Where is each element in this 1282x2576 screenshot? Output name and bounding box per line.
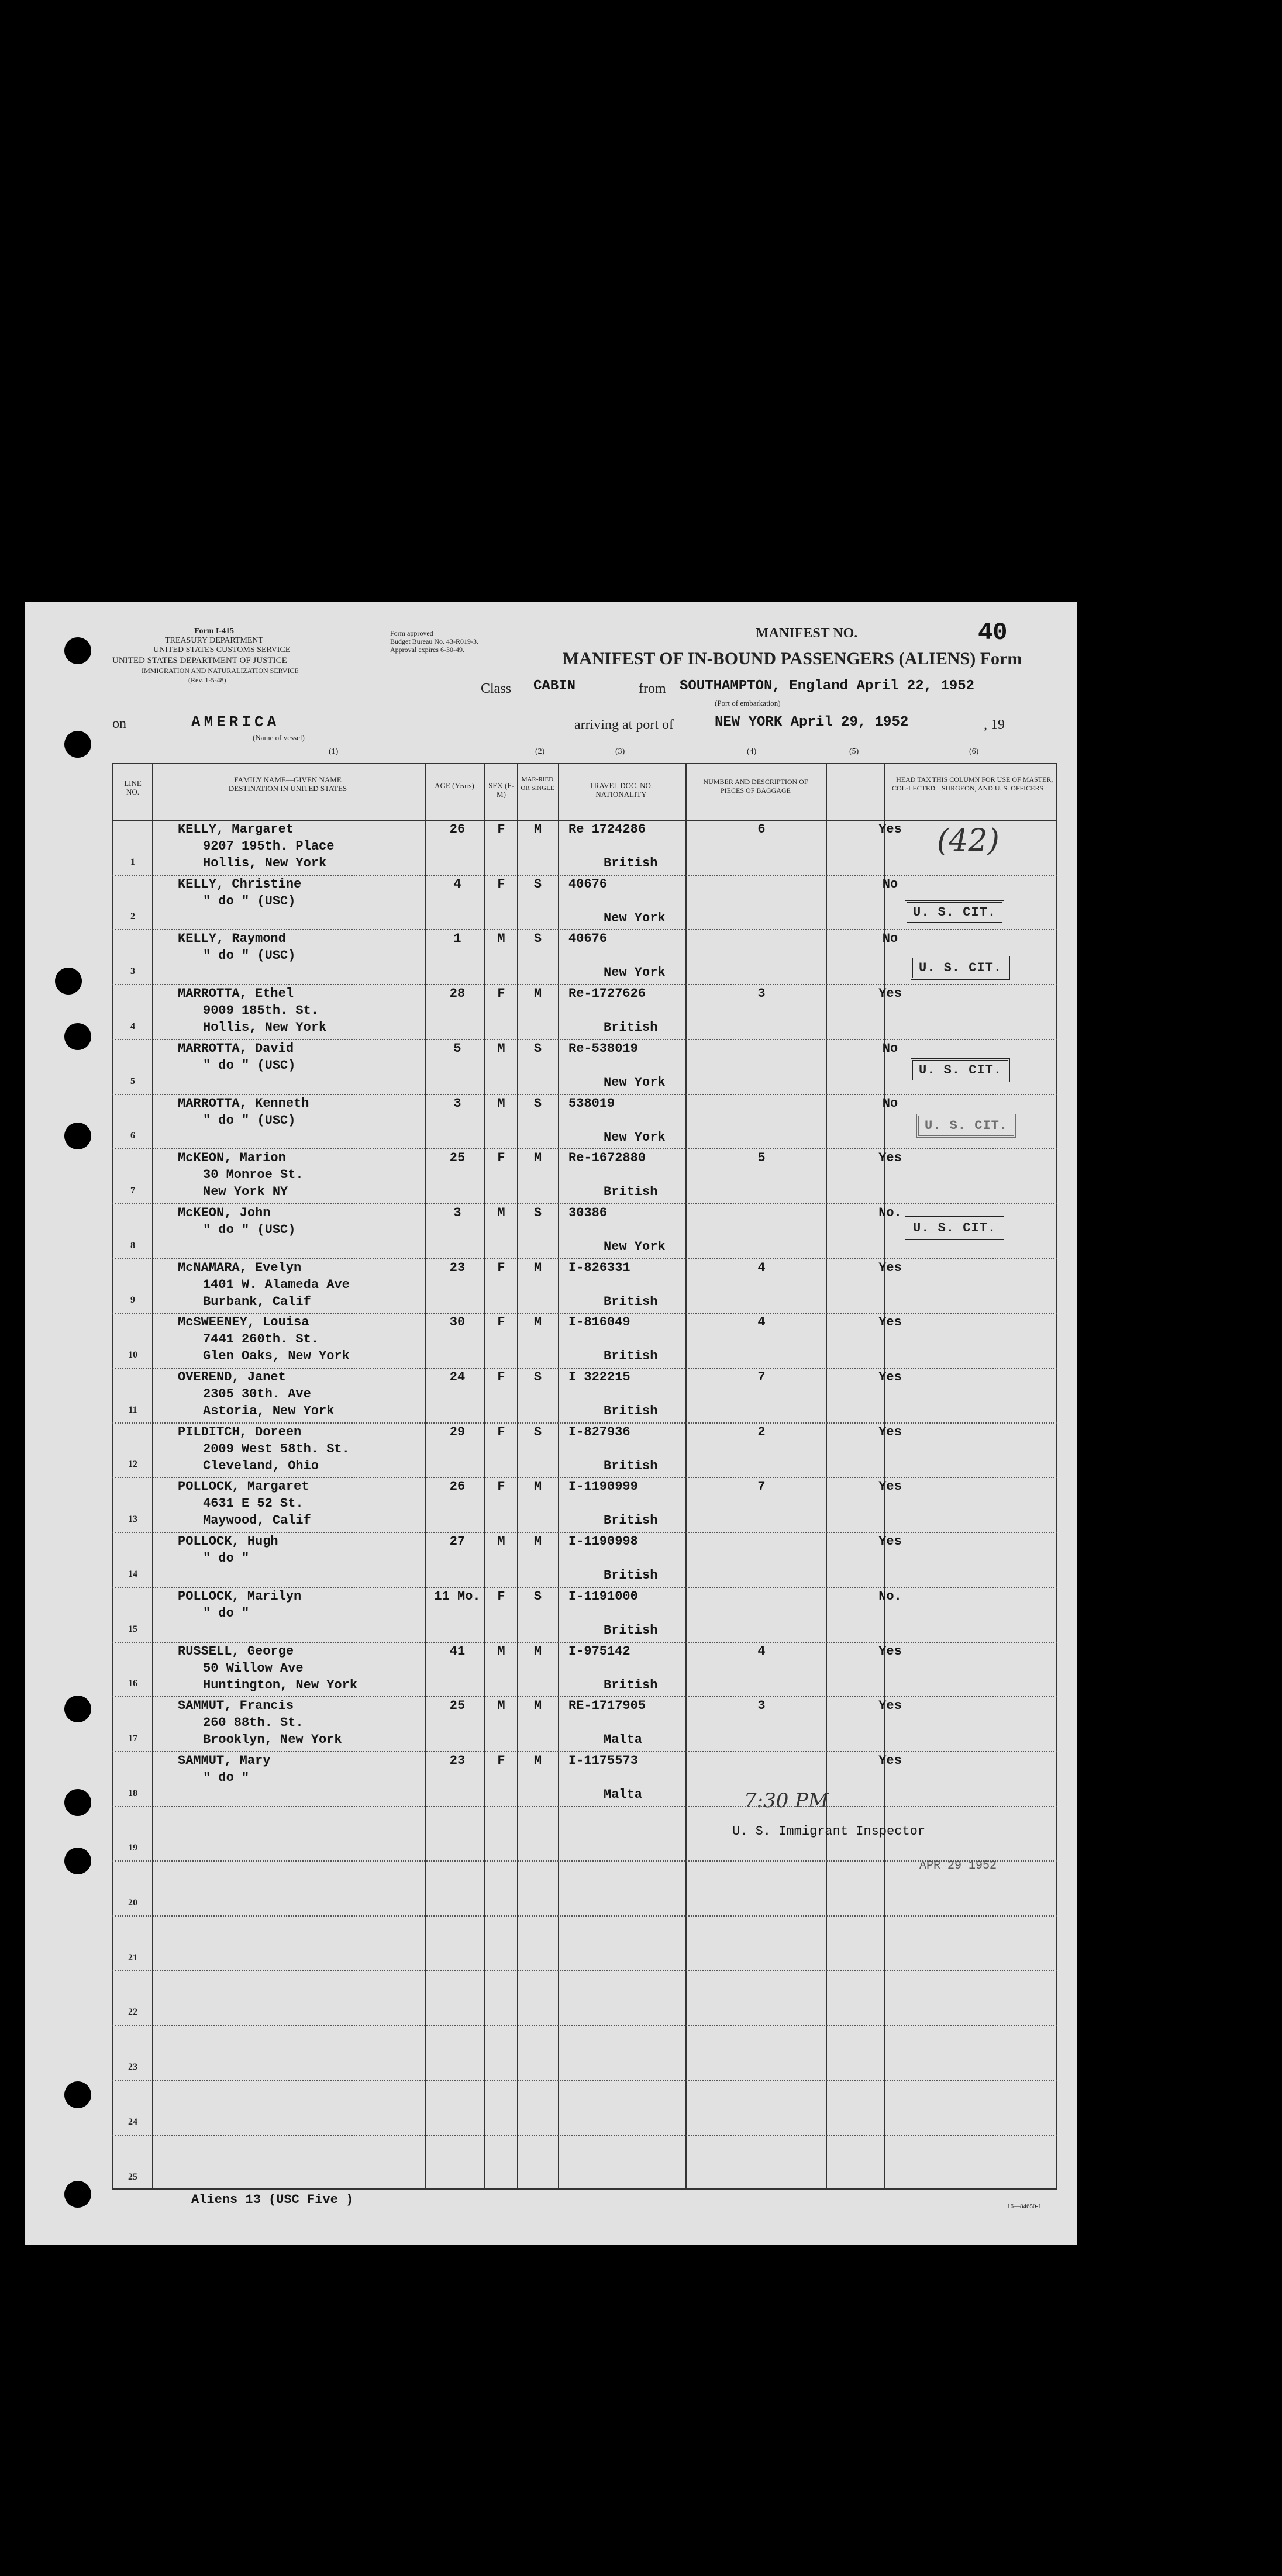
age-cell: 25: [449, 1151, 466, 1166]
us-citizen-stamp: U. S. CIT.: [905, 900, 1004, 924]
marital-cell: M: [533, 1643, 542, 1659]
binder-hole: [64, 1023, 91, 1050]
manifest-label: MANIFEST NO.: [756, 626, 858, 641]
col-number: (3): [615, 747, 625, 756]
us-citizen-stamp: U. S. CIT.: [905, 1216, 1004, 1240]
age-cell: 25: [449, 1698, 466, 1714]
line-number: 24: [128, 2116, 137, 2127]
destination-line1: 30 Monroe St.: [203, 1168, 304, 1183]
header-sex: SEX (F-M): [488, 781, 514, 799]
destination-line1: " do " (USC): [203, 1058, 296, 1073]
age-cell: 3: [453, 1096, 461, 1111]
baggage-cell: 7: [757, 1370, 766, 1384]
travel-doc-cell: I-1190998: [568, 1534, 638, 1549]
on-label: on: [112, 716, 126, 731]
passenger-name: McKEON, John: [178, 1205, 271, 1220]
form-number: Form I-415: [194, 627, 235, 636]
line-number: 5: [130, 1076, 135, 1086]
header-travel: TRAVEL DOC. NO. NATIONALITY: [589, 781, 653, 799]
head-tax-cell: No: [882, 876, 898, 892]
age-cell: 24: [449, 1370, 466, 1384]
marital-cell: M: [533, 822, 542, 837]
col-number: (5): [849, 747, 859, 756]
destination-line2: New York NY: [203, 1185, 288, 1200]
line-number: 10: [128, 1350, 137, 1360]
passenger-name: McKEON, Marion: [178, 1151, 286, 1166]
age-cell: 23: [449, 1753, 466, 1768]
marital-cell: M: [533, 1534, 542, 1549]
binder-hole: [64, 1789, 91, 1816]
from-label: from: [639, 681, 666, 696]
travel-doc-cell: I-1175573: [568, 1753, 638, 1768]
head-tax-cell: Yes: [878, 1479, 902, 1494]
nationality-cell: British: [604, 1020, 658, 1035]
head-tax-cell: Yes: [878, 822, 902, 837]
destination-line1: 50 Willow Ave: [203, 1660, 304, 1676]
baggage-cell: 2: [757, 1424, 766, 1439]
class-label: Class: [481, 681, 512, 696]
age-cell: 26: [449, 1479, 466, 1494]
destination-line1: 9009 185th. St.: [203, 1003, 319, 1018]
nationality-cell: British: [604, 1458, 658, 1473]
revision: (Rev. 1-5-48): [188, 676, 226, 684]
destination-line1: " do ": [203, 1770, 250, 1785]
sex-cell: M: [497, 931, 505, 947]
baggage-cell: 5: [757, 1151, 766, 1166]
line-number: 1: [130, 857, 135, 867]
destination-line2: Glen Oaks, New York: [203, 1349, 350, 1364]
passenger-name: SAMMUT, Francis: [178, 1698, 294, 1714]
destination-line1: " do ": [203, 1551, 250, 1566]
us-citizen-stamp: U. S. CIT.: [911, 956, 1010, 980]
passenger-name: MARROTTA, Ethel: [178, 986, 294, 1002]
nationality-cell: British: [604, 1677, 658, 1693]
baggage-cell: 3: [757, 1698, 766, 1714]
marital-cell: M: [533, 1753, 542, 1768]
sex-cell: F: [497, 1315, 505, 1330]
year-label: , 19: [984, 717, 1005, 733]
manifest-number: 40: [978, 619, 1008, 647]
sex-cell: M: [497, 1534, 505, 1549]
binder-hole: [64, 2081, 91, 2108]
nationality-cell: British: [604, 856, 658, 871]
head-tax-cell: Yes: [878, 1534, 902, 1549]
marital-cell: S: [533, 1589, 542, 1604]
line-number: 8: [130, 1240, 135, 1251]
manifest-title: MANIFEST OF IN-BOUND PASSENGERS (ALIENS) Form: [563, 649, 1022, 668]
head-tax-cell: Yes: [878, 1315, 902, 1330]
marital-cell: S: [533, 931, 542, 947]
line-number: 15: [128, 1624, 137, 1634]
head-tax-cell: No: [882, 1096, 898, 1111]
inspector-date: APR 29 1952: [919, 1859, 997, 1873]
age-cell: 41: [449, 1643, 466, 1659]
nationality-cell: New York: [604, 1239, 666, 1254]
age-cell: 5: [453, 1041, 461, 1056]
marital-cell: M: [533, 1315, 542, 1330]
manifest-sheet: [25, 602, 1077, 2245]
destination-line2: Huntington, New York: [203, 1677, 358, 1693]
line-number: 14: [128, 1569, 137, 1579]
line-number: 17: [128, 1733, 137, 1743]
head-tax-cell: No: [882, 1041, 898, 1056]
marital-cell: S: [533, 1424, 542, 1439]
binder-hole: [64, 1696, 91, 1722]
binder-hole: [64, 1848, 91, 1874]
handwritten-count: (42): [937, 823, 1000, 858]
age-cell: 3: [453, 1205, 461, 1220]
destination-line2: Burbank, Calif: [203, 1294, 311, 1309]
sex-cell: F: [497, 1260, 505, 1275]
line-number: 18: [128, 1788, 137, 1798]
passenger-name: POLLOCK, Margaret: [178, 1479, 309, 1494]
destination-line1: " do ": [203, 1605, 250, 1621]
form-code: 16—84650-1: [1007, 2203, 1042, 2210]
nationality-cell: British: [604, 1349, 658, 1364]
passenger-name: MARROTTA, David: [178, 1041, 294, 1056]
age-cell: 28: [449, 986, 466, 1002]
justice-dept: UNITED STATES DEPARTMENT OF JUSTICE: [112, 656, 287, 665]
destination-line1: " do " (USC): [203, 1222, 296, 1237]
marital-cell: S: [533, 1370, 542, 1384]
nationality-cell: New York: [604, 910, 666, 926]
vessel-label: (Name of vessel): [253, 733, 305, 742]
sex-cell: F: [497, 1370, 505, 1384]
passenger-name: PILDITCH, Doreen: [178, 1424, 302, 1439]
age-cell: 23: [449, 1260, 466, 1275]
destination-line1: " do " (USC): [203, 948, 296, 964]
binder-hole: [64, 2181, 91, 2208]
age-cell: 30: [449, 1315, 466, 1330]
head-tax-cell: Yes: [878, 1260, 902, 1275]
line-number: 11: [128, 1404, 137, 1415]
line-number: 21: [128, 1952, 137, 1963]
line-number: 25: [128, 2171, 137, 2182]
line-number: 20: [128, 1898, 137, 1908]
nationality-cell: New York: [604, 965, 666, 980]
age-cell: 11 Mo.: [434, 1589, 481, 1604]
destination-line1: 7441 260th. St.: [203, 1332, 319, 1347]
col-number: (4): [747, 747, 757, 756]
sex-cell: F: [497, 822, 505, 837]
head-tax-cell: Yes: [878, 986, 902, 1002]
marital-cell: S: [533, 1096, 542, 1111]
col-number: (1): [329, 747, 339, 756]
destination-line1: 2305 30th. Ave: [203, 1387, 311, 1401]
sex-cell: M: [497, 1643, 505, 1659]
baggage-cell: 6: [757, 822, 766, 837]
marital-cell: M: [533, 986, 542, 1002]
destination-line2: Astoria, New York: [203, 1404, 335, 1418]
marital-cell: S: [533, 1041, 542, 1056]
destination-line2: Maywood, Calif: [203, 1513, 311, 1528]
sex-cell: F: [497, 1151, 505, 1166]
passenger-name: SAMMUT, Mary: [178, 1753, 271, 1768]
class-value: CABIN: [533, 678, 576, 694]
age-cell: 26: [449, 822, 466, 837]
destination-line1: 1401 W. Alameda Ave: [203, 1277, 350, 1292]
line-number: 7: [130, 1185, 135, 1196]
marital-cell: M: [533, 1151, 542, 1166]
destination-line1: 4631 E 52 St.: [203, 1496, 304, 1511]
head-tax-cell: Yes: [878, 1753, 902, 1768]
header-age: AGE (Years): [435, 781, 474, 790]
marital-cell: M: [533, 1260, 542, 1275]
travel-doc-cell: 30386: [568, 1205, 608, 1220]
passenger-name: KELLY, Margaret: [178, 822, 294, 837]
travel-doc-cell: I-1191000: [568, 1589, 638, 1604]
aliens-summary: Aliens 13 (USC Five ): [191, 2192, 354, 2207]
head-tax-cell: No.: [878, 1589, 902, 1604]
sex-cell: M: [497, 1096, 505, 1111]
travel-doc-cell: Re-1672880: [568, 1151, 646, 1166]
line-number: 13: [128, 1514, 137, 1525]
sex-cell: F: [497, 1589, 505, 1604]
passenger-name: MARROTTA, Kenneth: [178, 1096, 309, 1111]
passenger-name: McSWEENEY, Louisa: [178, 1315, 309, 1330]
line-number: 22: [128, 2007, 137, 2018]
nationality-cell: New York: [604, 1075, 666, 1090]
header-tax: HEAD TAX COL-LECTED: [892, 775, 935, 792]
line-number: 19: [128, 1843, 137, 1853]
line-number: 23: [128, 2062, 137, 2073]
travel-doc-cell: Re-1727626: [568, 986, 646, 1002]
arriving-label: arriving at port of: [574, 717, 674, 733]
destination-line1: " do " (USC): [203, 1113, 296, 1128]
baggage-cell: 4: [757, 1315, 766, 1330]
head-tax-cell: Yes: [878, 1424, 902, 1439]
head-tax-cell: Yes: [878, 1370, 902, 1384]
passenger-name: KELLY, Christine: [178, 876, 302, 892]
age-cell: 1: [453, 931, 461, 947]
nationality-cell: Malta: [604, 1787, 643, 1802]
nationality-cell: British: [604, 1185, 658, 1200]
baggage-cell: 3: [757, 986, 766, 1002]
travel-doc-cell: Re 1724286: [568, 822, 646, 837]
sex-cell: M: [497, 1205, 505, 1220]
passenger-name: KELLY, Raymond: [178, 931, 286, 947]
nationality-cell: New York: [604, 1130, 666, 1145]
line-number: 12: [128, 1459, 137, 1470]
arriving-value: NEW YORK April 29, 1952: [715, 714, 909, 730]
marital-cell: M: [533, 1479, 542, 1494]
travel-doc-cell: 40676: [568, 931, 608, 947]
destination-line2: Hollis, New York: [203, 856, 327, 871]
travel-doc-cell: RE-1717905: [568, 1698, 646, 1714]
header-line-no: LINE NO.: [124, 779, 142, 796]
vessel-name: AMERICA: [191, 713, 280, 731]
binder-hole: [64, 1123, 91, 1149]
header-married: MAR-RIED OR SINGLE: [521, 776, 554, 792]
passenger-name: OVEREND, Janet: [178, 1370, 286, 1384]
sex-cell: M: [497, 1041, 505, 1056]
destination-line1: 9207 195th. Place: [203, 839, 335, 854]
sex-cell: F: [497, 1753, 505, 1768]
passenger-name: McNAMARA, Evelyn: [178, 1260, 302, 1275]
binder-hole: [64, 637, 91, 664]
customs-service: UNITED STATES CUSTOMS SERVICE: [153, 645, 291, 654]
nationality-cell: British: [604, 1294, 658, 1309]
travel-doc-cell: I-975142: [568, 1643, 630, 1659]
nationality-cell: British: [604, 1622, 658, 1638]
header-officers: THIS COLUMN FOR USE OF MASTER, SURGEON, AND U. S. OFFICERS: [932, 775, 1053, 792]
travel-doc-cell: 40676: [568, 876, 608, 892]
passenger-name: POLLOCK, Marilyn: [178, 1589, 302, 1604]
destination-line2: Hollis, New York: [203, 1020, 327, 1035]
header-name: FAMILY NAME—GIVEN NAME DESTINATION IN UNITED STATES: [228, 775, 347, 793]
form-approved: Form approved: [390, 629, 433, 637]
budget-bureau: Budget Bureau No. 43-R019-3.: [390, 637, 478, 645]
port-embarkation-label: (Port of embarkation): [715, 699, 781, 707]
handwritten-time: 7:30 PM: [744, 1789, 829, 1812]
marital-cell: M: [533, 1698, 542, 1714]
nationality-cell: British: [604, 1404, 658, 1418]
binder-hole: [55, 968, 82, 995]
col-number: (2): [535, 747, 545, 756]
line-number: 9: [130, 1295, 135, 1306]
travel-doc-cell: 538019: [568, 1096, 615, 1111]
us-citizen-stamp: U. S. CIT.: [916, 1114, 1016, 1138]
approval-expires: Approval expires 6-30-49.: [390, 645, 464, 654]
travel-doc-cell: I-827936: [568, 1424, 630, 1439]
age-cell: 27: [449, 1534, 466, 1549]
nationality-cell: British: [604, 1513, 658, 1528]
nationality-cell: Malta: [604, 1732, 643, 1748]
sex-cell: F: [497, 1424, 505, 1439]
baggage-cell: 4: [757, 1260, 766, 1275]
sex-cell: M: [497, 1698, 505, 1714]
sex-cell: F: [497, 1479, 505, 1494]
head-tax-cell: No.: [878, 1205, 902, 1220]
inspector-label: U. S. Immigrant Inspector: [732, 1824, 926, 1839]
head-tax-cell: Yes: [878, 1643, 902, 1659]
passenger-name: RUSSELL, George: [178, 1643, 294, 1659]
sex-cell: F: [497, 986, 505, 1002]
travel-doc-cell: I 322215: [568, 1370, 630, 1384]
line-number: 2: [130, 911, 135, 922]
baggage-cell: 7: [757, 1479, 766, 1494]
destination-line2: Brooklyn, New York: [203, 1732, 342, 1748]
header-baggage: NUMBER AND DESCRIPTION OF PIECES OF BAGGAGE: [703, 778, 808, 795]
binder-hole: [64, 731, 91, 758]
age-cell: 29: [449, 1424, 466, 1439]
marital-cell: S: [533, 1205, 542, 1220]
line-number: 3: [130, 966, 135, 977]
sex-cell: F: [497, 876, 505, 892]
line-number: 4: [130, 1021, 135, 1031]
baggage-cell: 4: [757, 1643, 766, 1659]
marital-cell: S: [533, 876, 542, 892]
destination-line1: " do " (USC): [203, 893, 296, 909]
treasury-dept: TREASURY DEPARTMENT: [165, 636, 264, 645]
from-value: SOUTHAMPTON, England April 22, 1952: [680, 678, 975, 694]
destination-line2: Cleveland, Ohio: [203, 1458, 319, 1473]
passenger-name: POLLOCK, Hugh: [178, 1534, 278, 1549]
nationality-cell: British: [604, 1568, 658, 1583]
destination-line1: 260 88th. St.: [203, 1715, 304, 1731]
travel-doc-cell: I-826331: [568, 1260, 630, 1275]
age-cell: 4: [453, 876, 461, 892]
line-number: 16: [128, 1679, 137, 1689]
travel-doc-cell: I-1190999: [568, 1479, 638, 1494]
head-tax-cell: No: [882, 931, 898, 947]
destination-line1: 2009 West 58th. St.: [203, 1441, 350, 1456]
head-tax-cell: Yes: [878, 1151, 902, 1166]
col-number: (6): [969, 747, 979, 756]
ins-service: IMMIGRATION AND NATURALIZATION SERVICE: [142, 667, 299, 675]
us-citizen-stamp: U. S. CIT.: [911, 1058, 1010, 1082]
head-tax-cell: Yes: [878, 1698, 902, 1714]
travel-doc-cell: Re-538019: [568, 1041, 638, 1056]
travel-doc-cell: I-816049: [568, 1315, 630, 1330]
line-number: 6: [130, 1131, 135, 1141]
